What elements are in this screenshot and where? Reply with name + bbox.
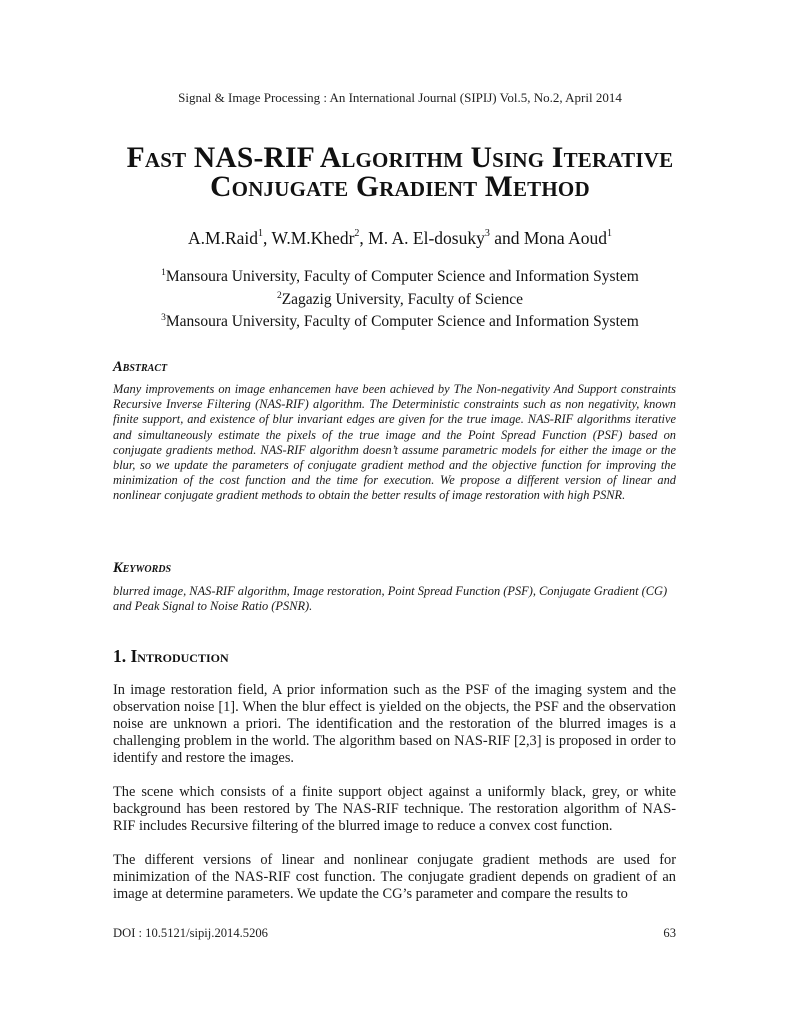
intro-paragraph-3: The different versions of linear and nonlinear conjugate gradient methods are used for minimization of the NAS-RIF cost function. The conjugate gradient depends on gradient of an image at determine parameters. We update the CG’s parameter and compare the results to xyxy=(113,852,676,902)
affiliation-sup: 2 xyxy=(276,290,282,301)
author-name: W.M.Khedr xyxy=(271,228,355,248)
affiliation-sup: 3 xyxy=(161,313,166,324)
author-affil-sup: 3 xyxy=(484,228,490,240)
introduction-heading: 1. Introduction xyxy=(113,646,229,666)
author-name: Mona Aoud xyxy=(523,228,607,248)
affiliation-list xyxy=(0,264,800,332)
author-affil-sup: 2 xyxy=(354,228,360,240)
affiliation-text: Mansoura University, Faculty of Computer Science and Information System xyxy=(165,268,639,286)
affiliation xyxy=(0,287,800,310)
abstract-heading: Abstract xyxy=(113,359,168,375)
footer-doi: DOI : 10.5121/sipij.2014.5206 xyxy=(113,926,268,940)
affiliation xyxy=(0,264,800,287)
keywords-heading: Keywords xyxy=(113,560,172,576)
affiliation-text: Zagazig University, Faculty of Science xyxy=(281,290,524,308)
intro-paragraph-2: The scene which consists of a finite support object against a uniformly black, grey, or white background has been restored by The NAS-RIF technique. The restoration algorithm of NAS-RIF includes Recursive filtering of the blurred image to reduce a convex cost function. xyxy=(113,784,676,834)
author-name: A.M.Raid xyxy=(188,228,258,248)
affiliation xyxy=(0,309,800,332)
author-separator: , xyxy=(359,228,369,248)
affiliation-sup: 1 xyxy=(161,268,166,278)
author-affil-sup: 1 xyxy=(607,228,612,240)
affiliation-text: Mansoura University, Faculty of Computer Science and Information System xyxy=(165,313,639,331)
title-line-1: Fast NAS-RIF Algorithm Using Iterative xyxy=(126,142,674,174)
intro-paragraph-1: In image restoration field, A prior information such as the PSF of the imaging system and the observation noise [1]. When the blur effect is yielded on the objects, the PSF and the observation noise are unknown a priori. The identification and the restoration of the blurred images is a challenging problem in the world. The algorithm based on NAS-RIF [2,3] is proposed in order to identify and restore the images. xyxy=(113,682,676,766)
author-separator: and xyxy=(489,228,524,248)
author-separator: , xyxy=(263,228,272,248)
author-affil-sup: 1 xyxy=(258,228,263,240)
paper-title xyxy=(0,144,800,202)
author-list xyxy=(0,228,800,249)
title-line-2: Conjugate Gradient Method xyxy=(210,171,590,203)
running-header: Signal & Image Processing : An International Journal (SIPIJ) Vol.5, No.2, April 2014 xyxy=(178,90,622,105)
abstract-text: Many improvements on image enhancemen have been achieved by The Non-negativity And Support constraints Recursive Inverse Filtering (NAS-RIF) algorithm. The Deterministic constraints such as non negativity, known finite support, and existence of blur invariant edges are given for the true image. NAS-RIF algorithms iterative and simultaneously estimate the pixels of the true image and the Point Spread Function (PSF) based on conjugate gradients method. NAS-RIF algorithm doesn’t assume parametric models for either the image or the blur, so we update the parameters of conjugate gradient method and the objective function for improving the minimization of the cost function and the time for execution. We propose a different version of linear and nonlinear conjugate gradient methods to obtain the better results of image restoration with high PSNR. xyxy=(113,382,676,503)
page-number: 63 xyxy=(663,926,676,940)
author-name: M. A. El-dosuky xyxy=(368,228,485,248)
keywords-text: blurred image, NAS-RIF algorithm, Image restoration, Point Spread Function (PSF), Conjugate Gradient (CG) and Peak Signal to Noise Ratio (PSNR). xyxy=(113,584,668,614)
